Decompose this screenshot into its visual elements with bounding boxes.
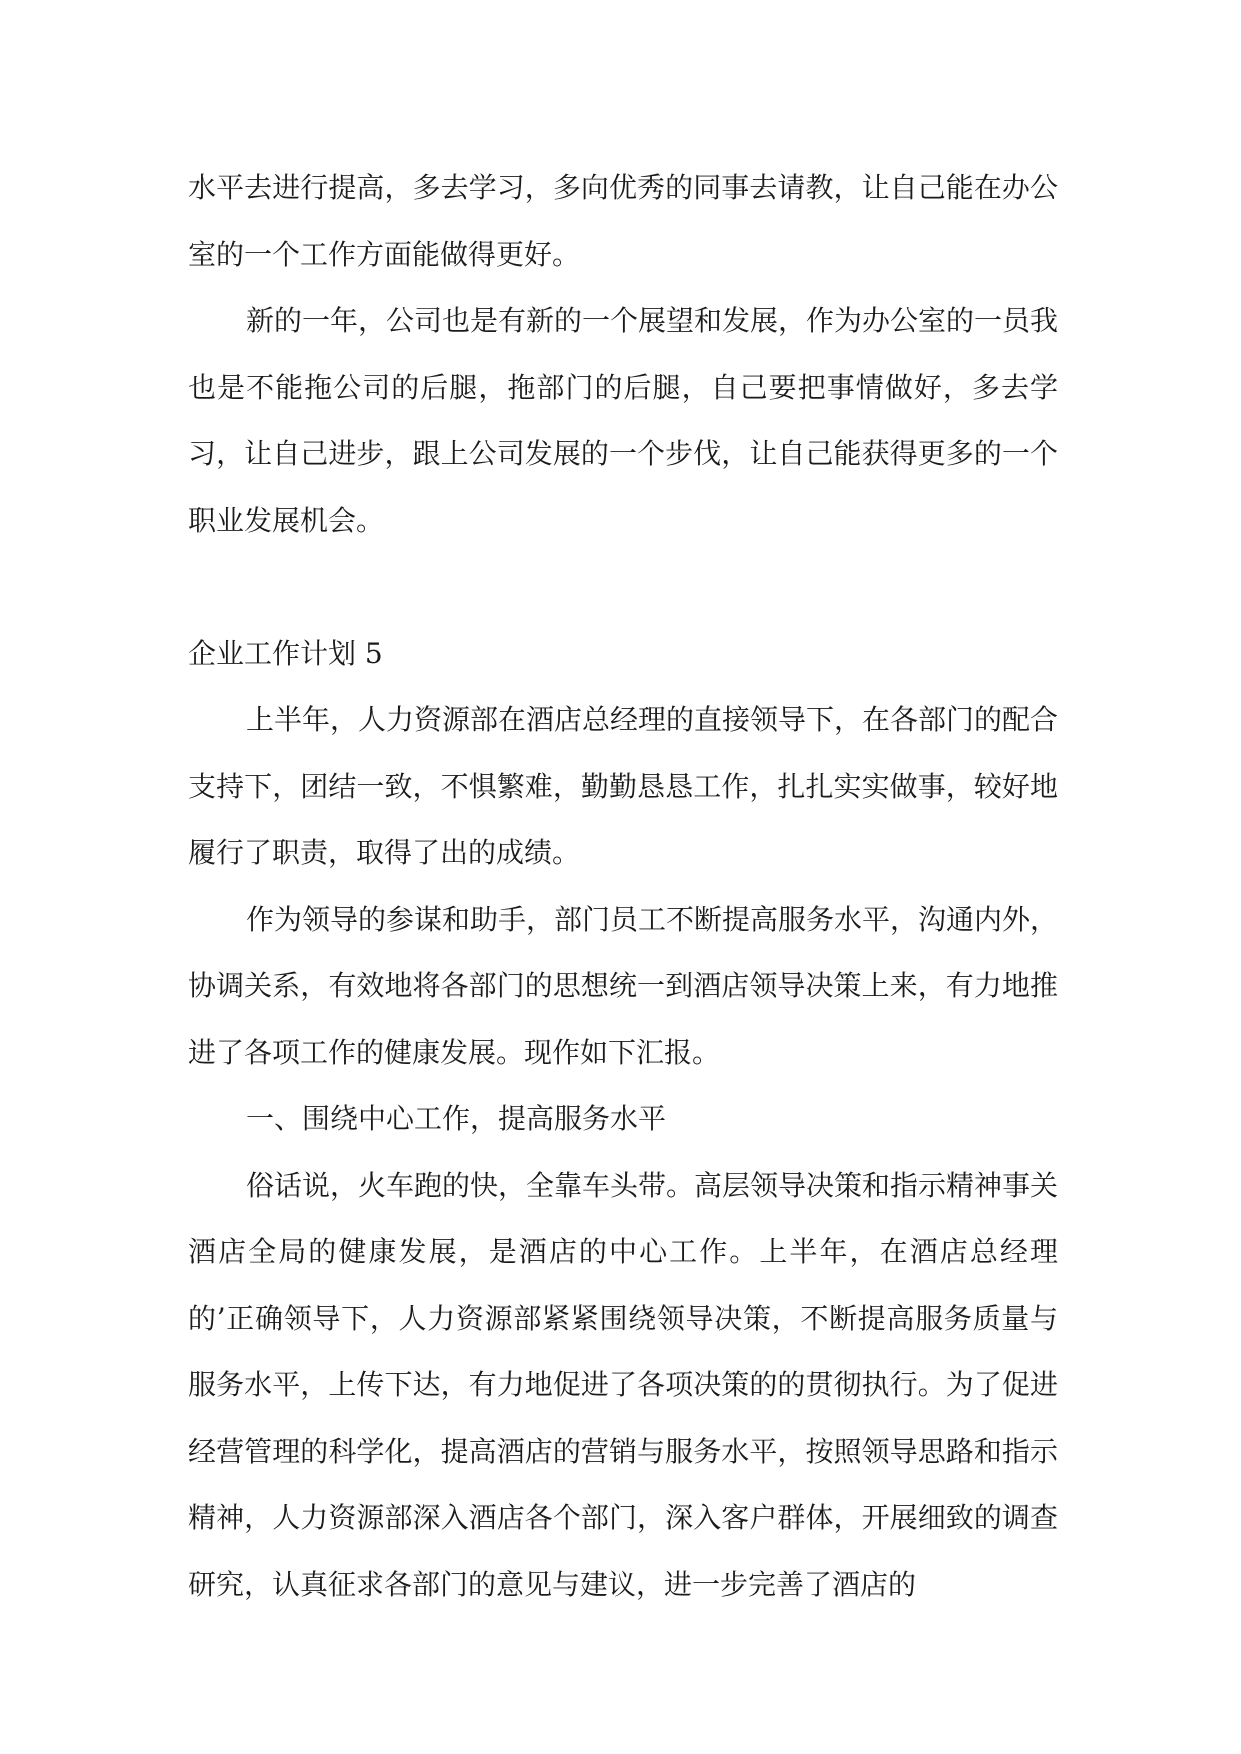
paragraph-new-year: 新的一年，公司也是有新的一个展望和发展，作为办公室的一员我也是不能拖公司的后腿，拖部门的后腿，自己要把事情做好，多去学习，让自己进步，跟上公司发展的一个步伐，让自己能获得更多的一个职业发展机会。 (188, 304, 1059, 537)
paragraph-advisor: 作为领导的参谋和助手，部门员工不断提高服务水平，沟通内外，协调关系，有效地将各部门的思想统一到酒店领导决策上来，有力地推进了各项工作的健康发展。现作如下汇报。 (188, 902, 1059, 1069)
document-body (188, 155, 1058, 1618)
paragraph-first-half: 上半年，人力资源部在酒店总经理的直接领导下，在各部门的配合支持下，团结一致，不惧繁难，勤勤恳恳工作，扎扎实实做事，较好地履行了职责，取得了出的成绩。 (188, 703, 1059, 869)
paragraph-continuation: 水平去进行提高，多去学习，多向优秀的同事去请教，让自己能在办公室的一个工作方面能做得更好。 (188, 171, 1058, 271)
subsection-heading: 一、围绕中心工作，提高服务水平 (246, 1102, 667, 1135)
paragraph-central-work: 俗话说，火车跑的快，全靠车头带。高层领导决策和指示精神事关酒店全局的健康发展，是酒店的中心工作。上半年，在酒店总经理的’正确领导下，人力资源部紧紧围绕领导决策，不断提高服务质量与服务水平，上传下达，有力地促进了各项决策的的贯彻执行。为了促进经营管理的科学化，提高酒店的营销与服务水平，按照领导思路和指示精神，人力资源部深入酒店各个部门，深入客户群体，开展细致的调查研究，认真征求各部门的意见与建议，进一步完善了酒店的 (188, 1168, 1059, 1601)
section-heading: 企业工作计划 5 (188, 636, 383, 670)
